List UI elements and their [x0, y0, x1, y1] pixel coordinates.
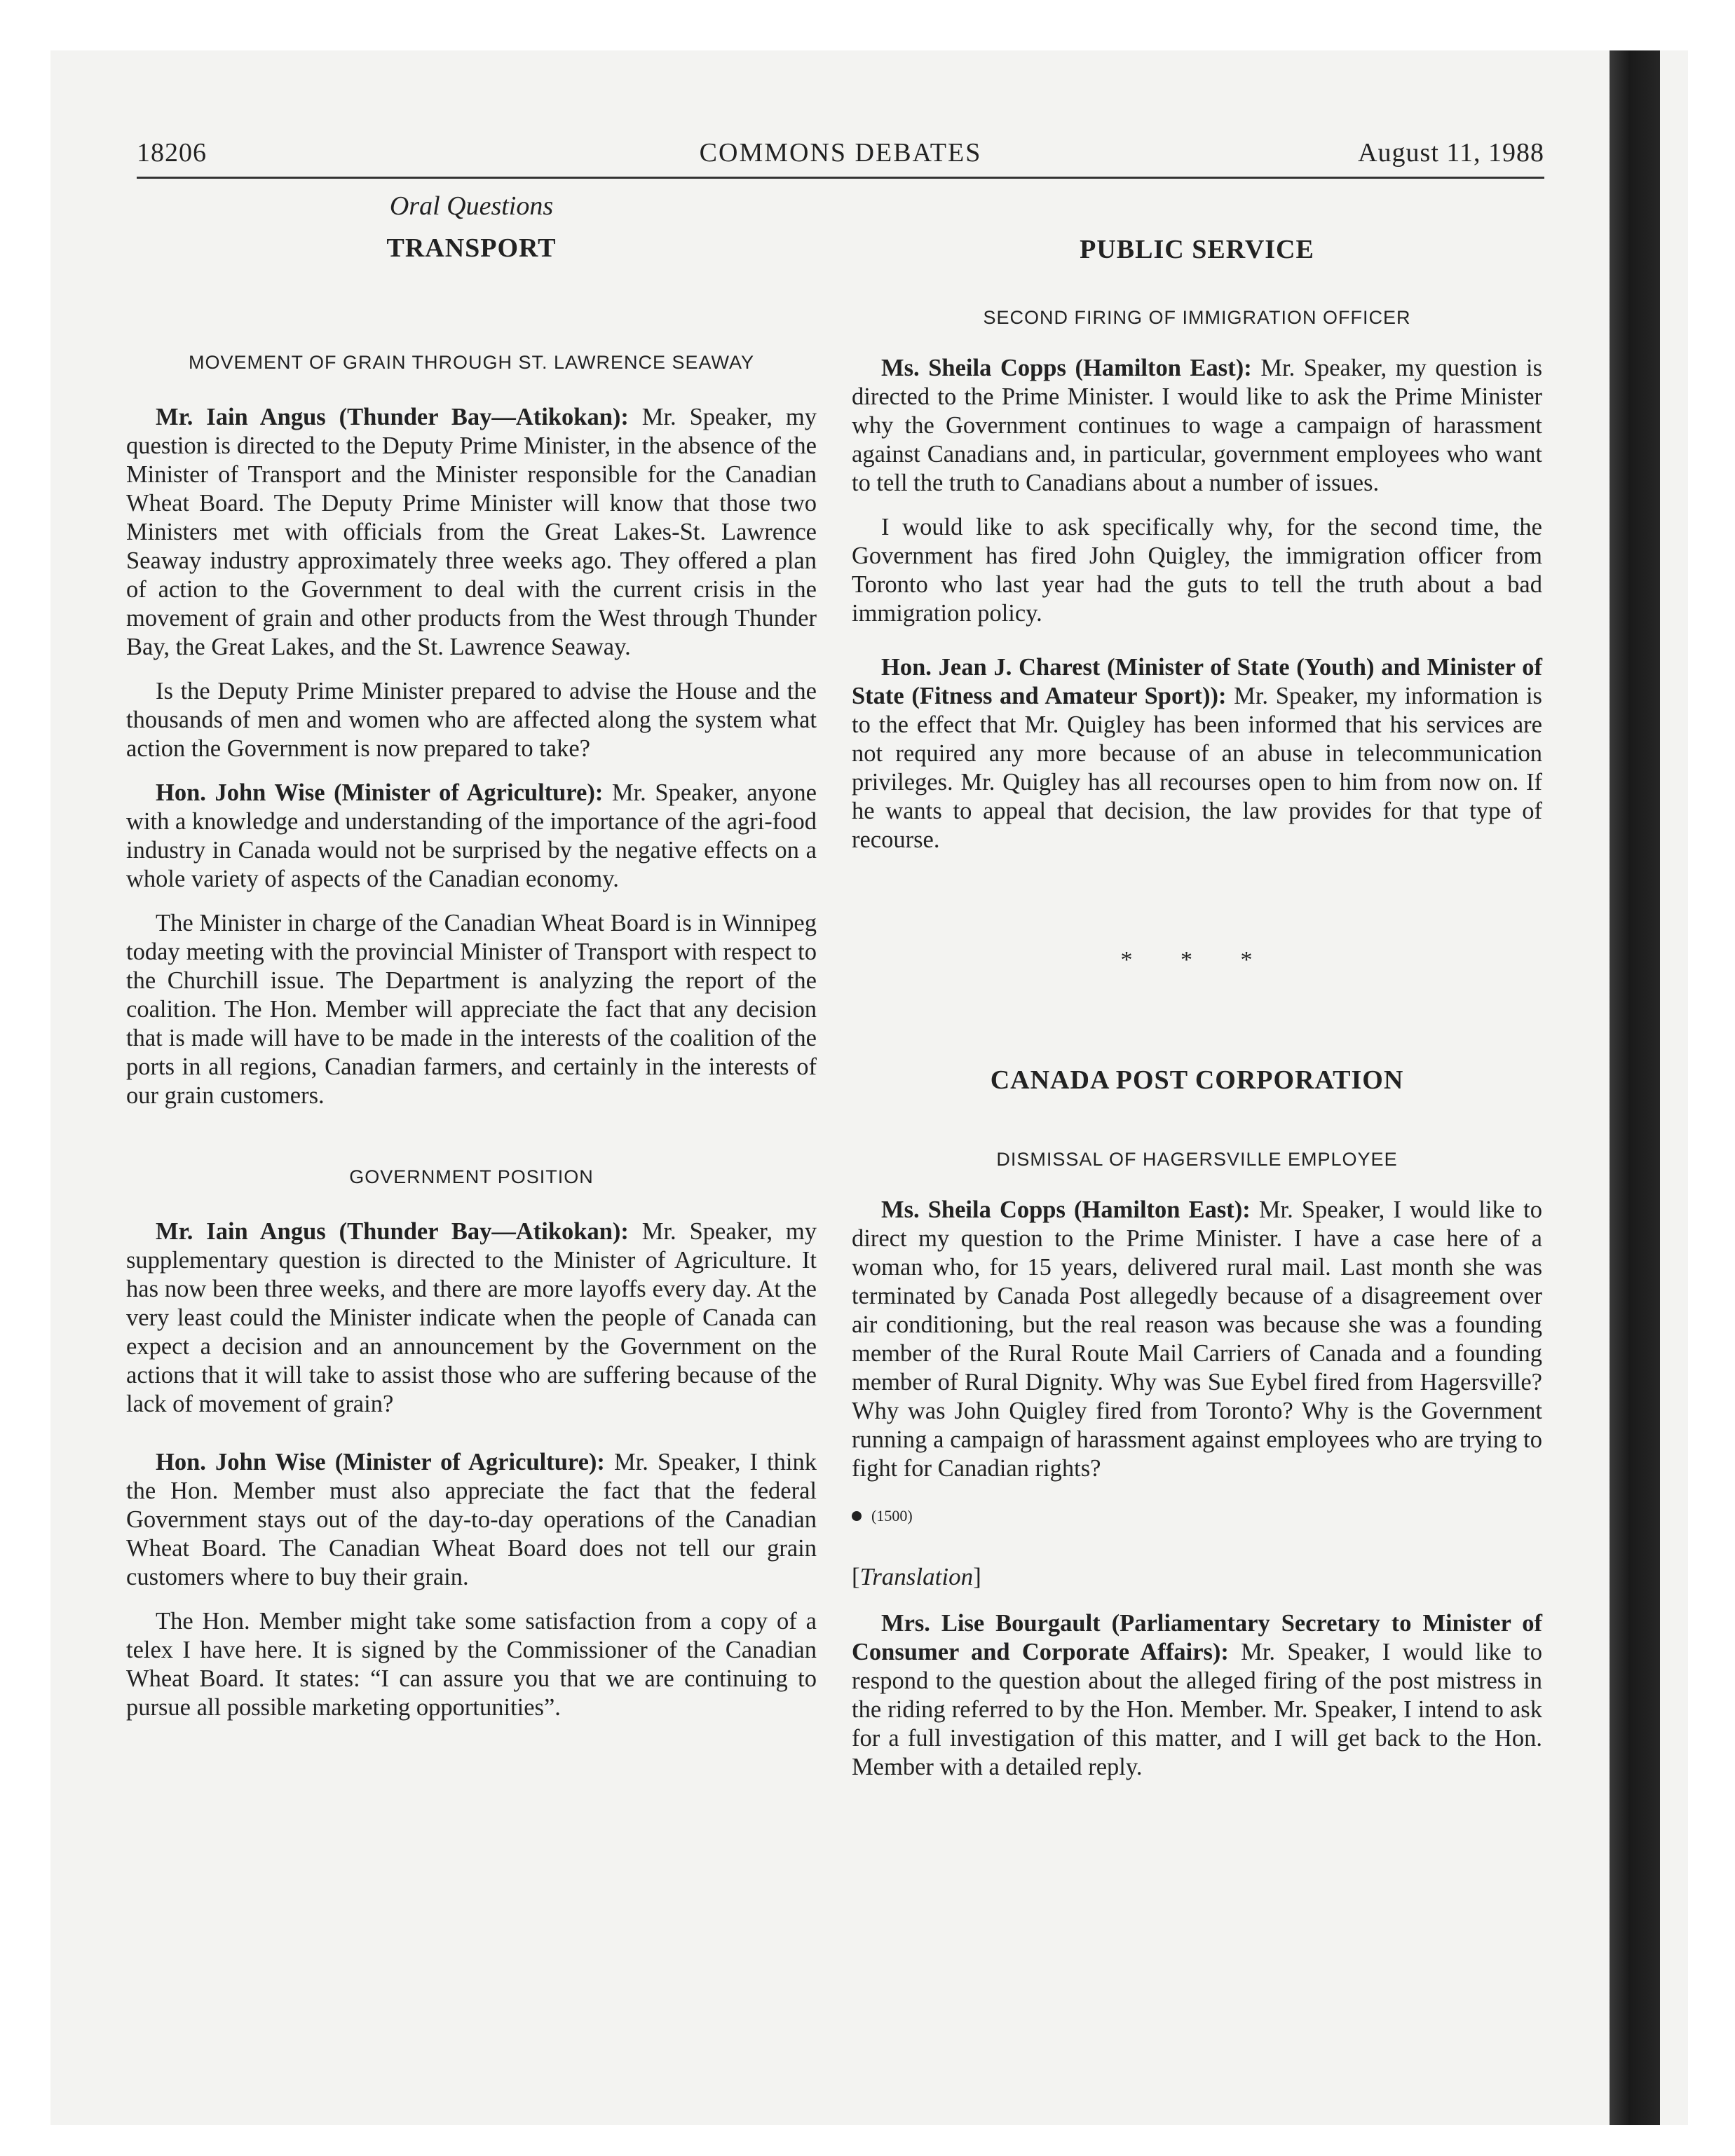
timestamp-text: (1500)	[871, 1507, 913, 1524]
publication-title: COMMONS DEBATES	[699, 138, 982, 168]
paragraph-text: The Hon. Member might take some satisfaction from a copy of a telex I have here. It is signed by the Commissioner of the Canadian Wheat Board. It states: “I can assure you that we are continuing to pursue all possible marketing opportunities”.	[126, 1608, 817, 1721]
bullet-icon	[852, 1511, 862, 1521]
oral-questions-heading: Oral Questions	[389, 191, 554, 221]
subheading-grain-movement: MOVEMENT OF GRAIN THROUGH ST. LAWRENCE SEAWAY	[188, 352, 755, 373]
speaker-name: Ms. Sheila Copps (Hamilton East):	[881, 1196, 1251, 1223]
page-number: 18206	[137, 138, 207, 168]
paragraph-text: The Minister in charge of the Canadian Wheat Board is in Winnipeg today meeting with the provincial Minister of Transport with respect to the Churchill issue. The Department is analyzing the report of the coalition. The Hon. Member will appreciate the fact that any decision that is made will have to be made in the interests of the coalition of the ports in all regions, Canadian farmers, and certainly in the interests of our grain customers.	[126, 910, 817, 1109]
bracket-open: [	[852, 1563, 860, 1590]
speaker-name: Mr. Iain Angus (Thunder Bay—Atikokan):	[156, 404, 629, 430]
paragraph-text: Mr. Speaker, I would like to respond to the question about the alleged firing of the post mistress in the riding referred to by the Hon. Member. Mr. Speaker, I intend to ask for a full investigation of this matter, and I will get back to the Hon. Member with a detailed reply.	[852, 1639, 1542, 1780]
left-column	[126, 191, 817, 1738]
paragraph-wise-telex	[126, 1607, 817, 1722]
paragraph-wise-reply	[126, 1448, 817, 1592]
subheading-immigration-officer: SECOND FIRING OF IMMIGRATION OFFICER	[983, 307, 1411, 328]
paragraph-text: I would like to ask specifically why, for the second time, the Government has fired John Quigley, the immigration officer from Toronto who last year had the guts to tell the truth about a bad immigration policy.	[852, 514, 1542, 627]
paragraph-copps-question	[852, 354, 1542, 498]
paragraph-copps-canada-post	[852, 1196, 1542, 1483]
paragraph-angus-question	[126, 403, 817, 662]
paragraph-charest-answer	[852, 653, 1542, 854]
speaker-name: Hon. John Wise (Minister of Agriculture):	[156, 779, 604, 806]
section-heading-canada-post: CANADA POST CORPORATION	[990, 1065, 1404, 1095]
paragraph-text: Mr. Speaker, my question is directed to the Prime Minister. I would like to ask the Prime Minister why the Government continues to wage a campaign of harassment against Canadians and, in particular, government employees who want to tell the truth to Canadians about a number of issues.	[852, 355, 1543, 496]
scan-edge-shadow	[1610, 50, 1660, 2125]
running-header	[137, 137, 1544, 179]
speaker-name: Mr. Iain Angus (Thunder Bay—Atikokan):	[156, 1218, 629, 1245]
paragraph-angus-supplementary	[126, 1217, 817, 1419]
time-marker	[852, 1507, 1542, 1525]
section-heading-public-service: PUBLIC SERVICE	[1080, 235, 1314, 264]
paragraph-text: Mr. Speaker, my question is directed to the Deputy Prime Minister, in the absence of the Minister of Transport and the Minister responsible for the Canadian Wheat Board. The Deputy Prime Minister will know that those two Ministers met with officials from the Great Lakes-St. Lawrence Seaway industry approximately three weeks ago. They offered a plan of action to the Government to deal with the current crisis in the movement of grain and other products from the West through Thunder Bay, the Great Lakes, and the St. Lawrence Seaway.	[126, 404, 817, 660]
right-column	[852, 191, 1542, 1797]
section-heading-transport: TRANSPORT	[386, 233, 557, 263]
paragraph-wise-answer-cont	[126, 909, 817, 1110]
speaker-name: Hon. Jean J. Charest (Minister of State (Youth) and Minister of State (Fitness and Amateur Sport)):	[852, 654, 1542, 709]
paragraph-wise-answer	[126, 779, 817, 894]
translation-note	[852, 1563, 1542, 1591]
paragraph-text: Mr. Speaker, my supplementary question is directed to the Minister of Agriculture. It has now been three weeks, and there are more layoffs every day. At the very least could the Minister indicate when the people of Canada can expect a decision and an announcement by the Government on the actions that it will take to assist those who are suffering because of the lack of movement of grain?	[126, 1218, 817, 1417]
paragraph-angus-followup	[126, 677, 817, 763]
paragraph-text: Mr. Speaker, I would like to direct my question to the Prime Minister. I have a case here of a woman who, for 15 years, delivered rural mail. Last month she was terminated by Canada Post allegedly because of a disagreement over air conditioning, but the real reason was because she was a founding member of the Rural Route Mail Carriers of Canada and a founding member of Rural Dignity. Why was Sue Eybel fired from Hagersville? Why was John Quigley fired from Toronto? Why is the Government running a campaign of harassment against employees who are trying to fight for Canadian rights?	[852, 1196, 1542, 1482]
paragraph-text: Is the Deputy Prime Minister prepared to advise the House and the thousands of men and women who are affected along the system what action the Government is now prepared to take?	[126, 678, 817, 762]
translation-label: Translation	[859, 1563, 974, 1590]
paragraph-copps-followup	[852, 513, 1542, 628]
section-separator: * * *	[1120, 947, 1274, 973]
bracket-close: ]	[973, 1563, 981, 1590]
subheading-government-position: GOVERNMENT POSITION	[349, 1166, 594, 1187]
speaker-name: Hon. John Wise (Minister of Agriculture):	[156, 1449, 605, 1475]
paragraph-text: Mr. Speaker, I think the Hon. Member must also appreciate the fact that the federal Government stays out of the day-to-day operations of the Canadian Wheat Board. The Canadian Wheat Board does not tell our grain customers where to buy their grain.	[126, 1449, 817, 1590]
speaker-name: Mrs. Lise Bourgault (Parliamentary Secretary to Minister of Consumer and Corporate Affairs):	[852, 1610, 1542, 1665]
publication-date: August 11, 1988	[1358, 138, 1544, 168]
subheading-hagersville-employee: DISMISSAL OF HAGERSVILLE EMPLOYEE	[996, 1149, 1398, 1170]
speaker-name: Ms. Sheila Copps (Hamilton East):	[881, 355, 1252, 381]
paragraph-text: Mr. Speaker, my information is to the effect that Mr. Quigley has been informed that his services are not required any more because of an abuse in telecommunication privileges. Mr. Quigley has all recourses open to him from now on. If he wants to appeal that decision, the law provides for that type of recourse.	[852, 683, 1542, 853]
paragraph-bourgault-answer	[852, 1609, 1542, 1782]
paragraph-text: Mr. Speaker, anyone with a knowledge and understanding of the importance of the agri-food industry in Canada would not be surprised by the negative effects on a whole variety of aspects of the Canadian economy.	[126, 779, 817, 892]
